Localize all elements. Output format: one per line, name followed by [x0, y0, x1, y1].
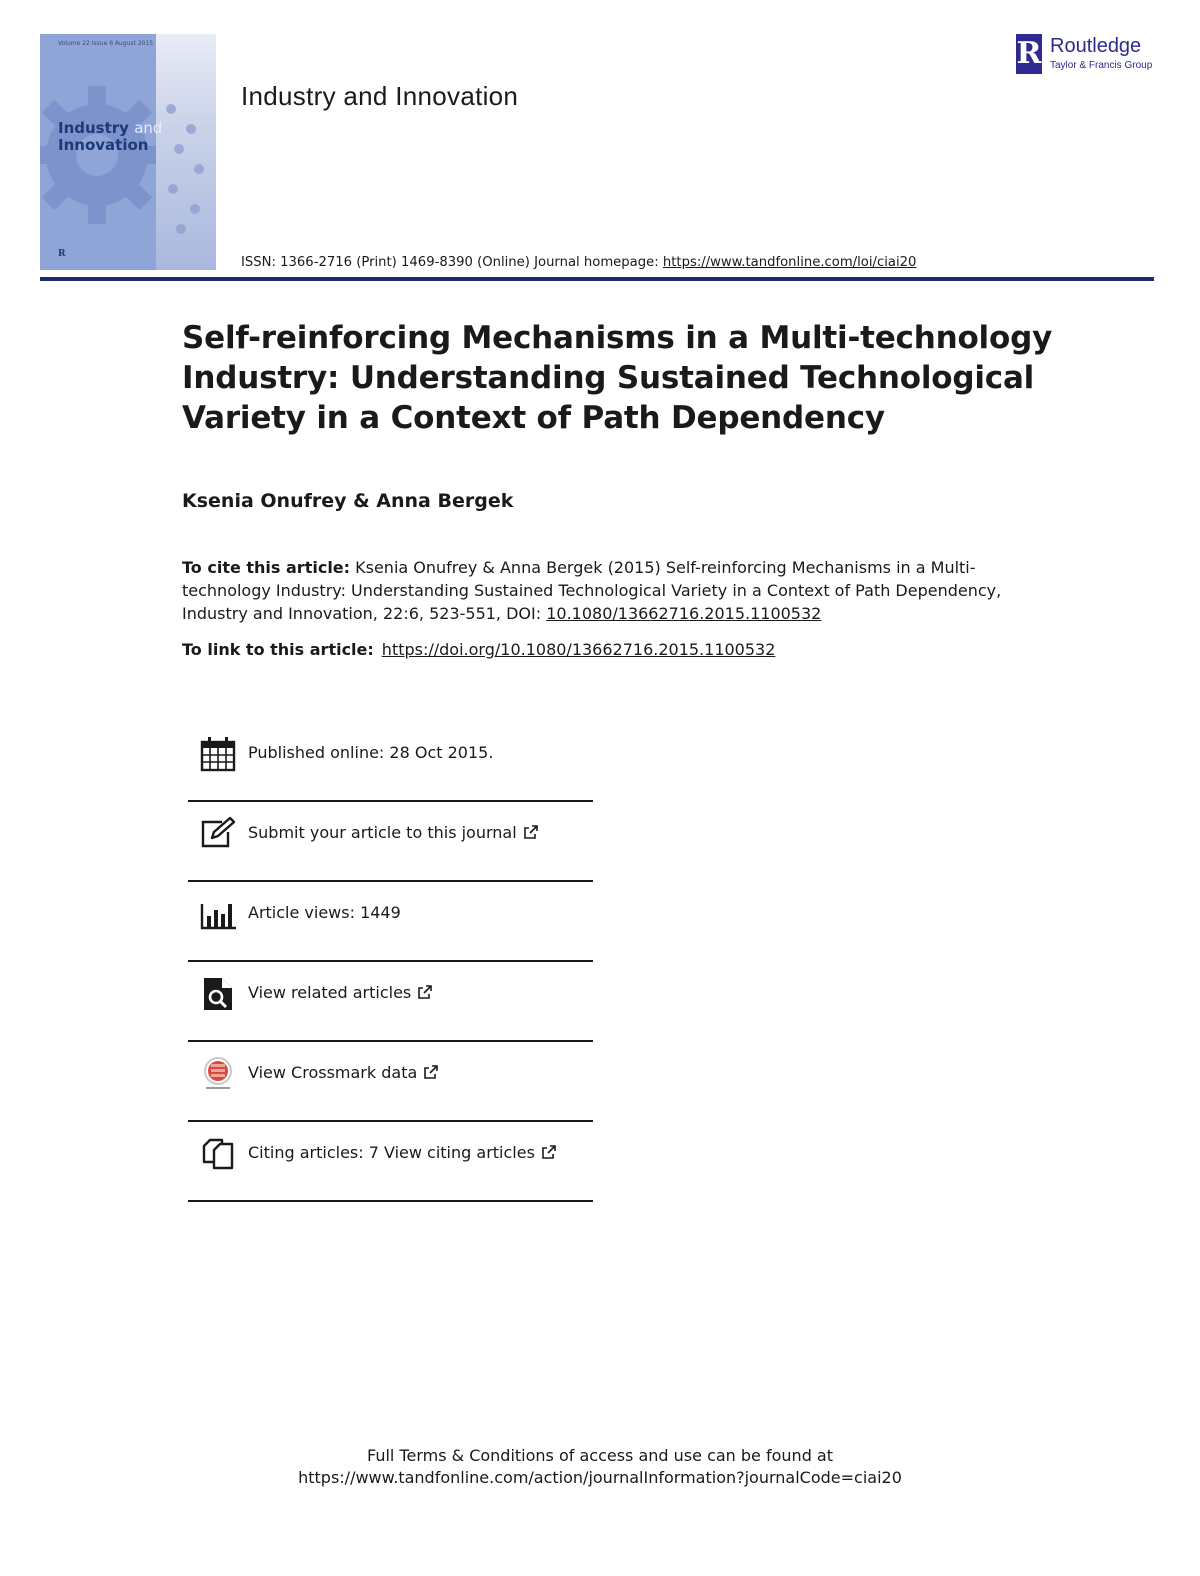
crossmark-icon [200, 1056, 236, 1092]
article-views-row [188, 882, 593, 962]
external-link-icon [417, 984, 433, 1000]
routledge-r-icon: R [1016, 34, 1042, 74]
crossmark-label[interactable]: View Crossmark data [248, 1062, 439, 1084]
cover-title: Industry and Innovation [58, 119, 163, 154]
article-authors: Ksenia Onufrey & Anna Bergek [182, 490, 514, 512]
gear-graphic [40, 80, 172, 230]
related-articles-label[interactable]: View related articles [248, 982, 433, 1004]
copy-icon [200, 1136, 236, 1172]
submit-article-row[interactable] [188, 802, 593, 882]
terms-url[interactable]: https://www.tandfonline.com/action/journalInformation?journalCode=ciai20 [298, 1468, 902, 1487]
routledge-logo [1016, 34, 1166, 78]
external-link-icon [541, 1144, 557, 1160]
issn-line [241, 254, 916, 272]
cite-label: To cite this article: [182, 558, 351, 577]
article-title: Self-reinforcing Mechanisms in a Multi-technology Industry: Understanding Sustained Technological Variety in a Context of Path Dependency [182, 320, 1053, 436]
citing-articles-label[interactable]: Citing articles: 7 View citing articles [248, 1142, 557, 1164]
external-link-icon [423, 1064, 439, 1080]
link-label: To link to this article: [182, 640, 374, 659]
cover-photo-strip [156, 34, 216, 270]
submit-article-label[interactable]: Submit your article to this journal [248, 822, 539, 844]
terms-footer [0, 1445, 1200, 1489]
edit-icon [200, 816, 236, 852]
citing-articles-row[interactable] [188, 1122, 593, 1202]
calendar-icon [200, 736, 236, 772]
brand-subtitle: Taylor & Francis Group [1050, 60, 1153, 71]
bar-chart-icon [200, 896, 236, 932]
article-link-line [182, 638, 775, 661]
terms-text: Full Terms & Conditions of access and use can be found at [366, 1446, 834, 1465]
journal-name: Industry and Innovation [241, 81, 519, 111]
journal-cover-image [40, 34, 216, 270]
article-doi-url-link[interactable]: https://doi.org/10.1080/13662716.2015.1100532 [381, 640, 776, 659]
article-views-label: Article views: 1449 [248, 903, 401, 922]
related-articles-row[interactable] [188, 962, 593, 1042]
row-divider [188, 1200, 593, 1202]
brand-name: Routledge [1050, 35, 1142, 57]
document-search-icon [200, 976, 236, 1012]
cite-text: Ksenia Onufrey & Anna Bergek (2015) Self-reinforcing Mechanisms in a Multi-technology Industry: Understanding Sustained Technological Variety in a Context of Path Dependency, Industry and Innovation, 22:6, 523-551, DOI: [182, 558, 1002, 623]
crossmark-row[interactable] [188, 1042, 593, 1122]
issn-text: ISSN: 1366-2716 (Print) 1469-8390 (Online) Journal homepage: [241, 255, 663, 270]
external-link-icon [523, 824, 539, 840]
published-online-label: Published online: 28 Oct 2015. [248, 743, 494, 762]
doi-link[interactable]: 10.1080/13662716.2015.1100532 [546, 604, 822, 623]
citation-block [182, 556, 1042, 625]
journal-homepage-link[interactable]: https://www.tandfonline.com/loi/ciai20 [662, 255, 917, 270]
header-divider [40, 277, 1154, 281]
article-info-list [188, 722, 593, 1202]
published-online-row [188, 722, 593, 802]
cover-issue-line: Volume 22 Issue 6 August 2015 [58, 40, 154, 47]
cover-publisher-mark: R [58, 249, 66, 259]
